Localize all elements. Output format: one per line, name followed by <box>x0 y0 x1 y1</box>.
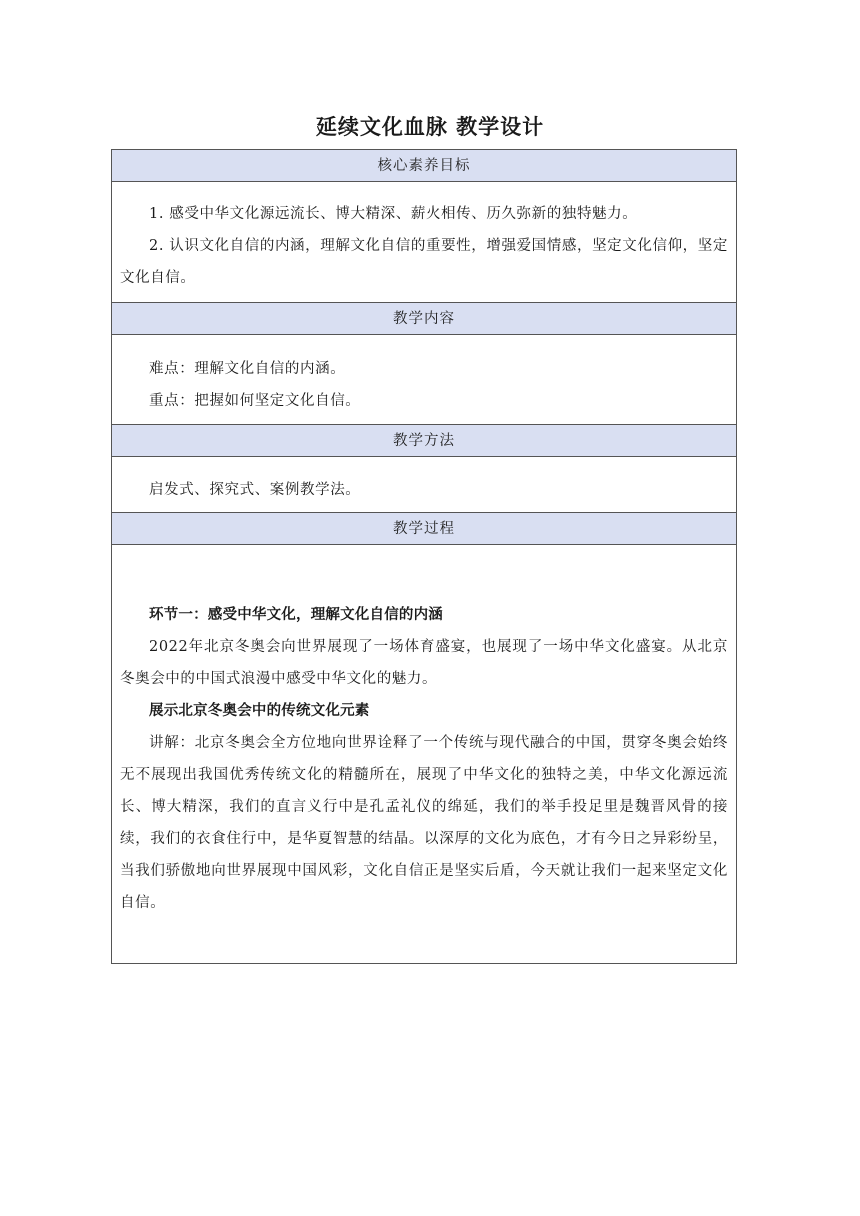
goal-item-2: 2. 认识文化自信的内涵，理解文化自信的重要性，增强爱国情感，坚定文化信仰，坚定文化自信。 <box>120 238 728 286</box>
process-heading: 教学过程 <box>112 513 736 545</box>
document-title: 延续文化血脉 教学设计 <box>315 115 545 139</box>
difficult-point: 难点：理解文化自信的内涵。 <box>149 361 346 377</box>
step1-intro: 2022年北京冬奥会向世界展现了一场体育盛宴，也展现了一场中华文化盛宴。从北京冬奥会中的中国式浪漫中感受中华文化的魅力。 <box>120 639 728 687</box>
process-body <box>112 545 736 963</box>
content-heading: 教学内容 <box>112 303 736 335</box>
activity-title: 展示北京冬奥会中的传统文化元素 <box>149 703 370 719</box>
content-body <box>112 335 736 425</box>
key-point: 重点：把握如何坚定文化自信。 <box>149 393 361 409</box>
step1-title: 环节一：感受中华文化，理解文化自信的内涵 <box>149 607 443 623</box>
method-heading: 教学方法 <box>112 425 736 457</box>
lesson-plan-table <box>111 149 737 964</box>
goals-body <box>112 182 736 303</box>
goal-item-1: 1. 感受中华文化源远流长、博大精深、薪火相传、历久弥新的独特魅力。 <box>149 206 638 222</box>
method-body <box>112 457 736 513</box>
goals-heading: 核心素养目标 <box>112 150 736 182</box>
method-text: 启发式、探究式、案例教学法。 <box>149 482 361 498</box>
explanation-text: 讲解：北京冬奥会全方位地向世界诠释了一个传统与现代融合的中国，贯穿冬奥会始终无不展现出我国优秀传统文化的精髓所在，展现了中华文化的独特之美，中华文化源远流长、博大精深，我们的直言义行中是孔孟礼仪的绵延，我们的举手投足里是魏晋风骨的接续，我们的衣食住行中，是华夏智慧的结晶。以深厚的文化为底色，才有今日之异彩纷呈，当我们骄傲地向世界展现中国风彩，文化自信正是坚实后盾，今天就让我们一起来坚定文化自信。 <box>120 735 728 911</box>
